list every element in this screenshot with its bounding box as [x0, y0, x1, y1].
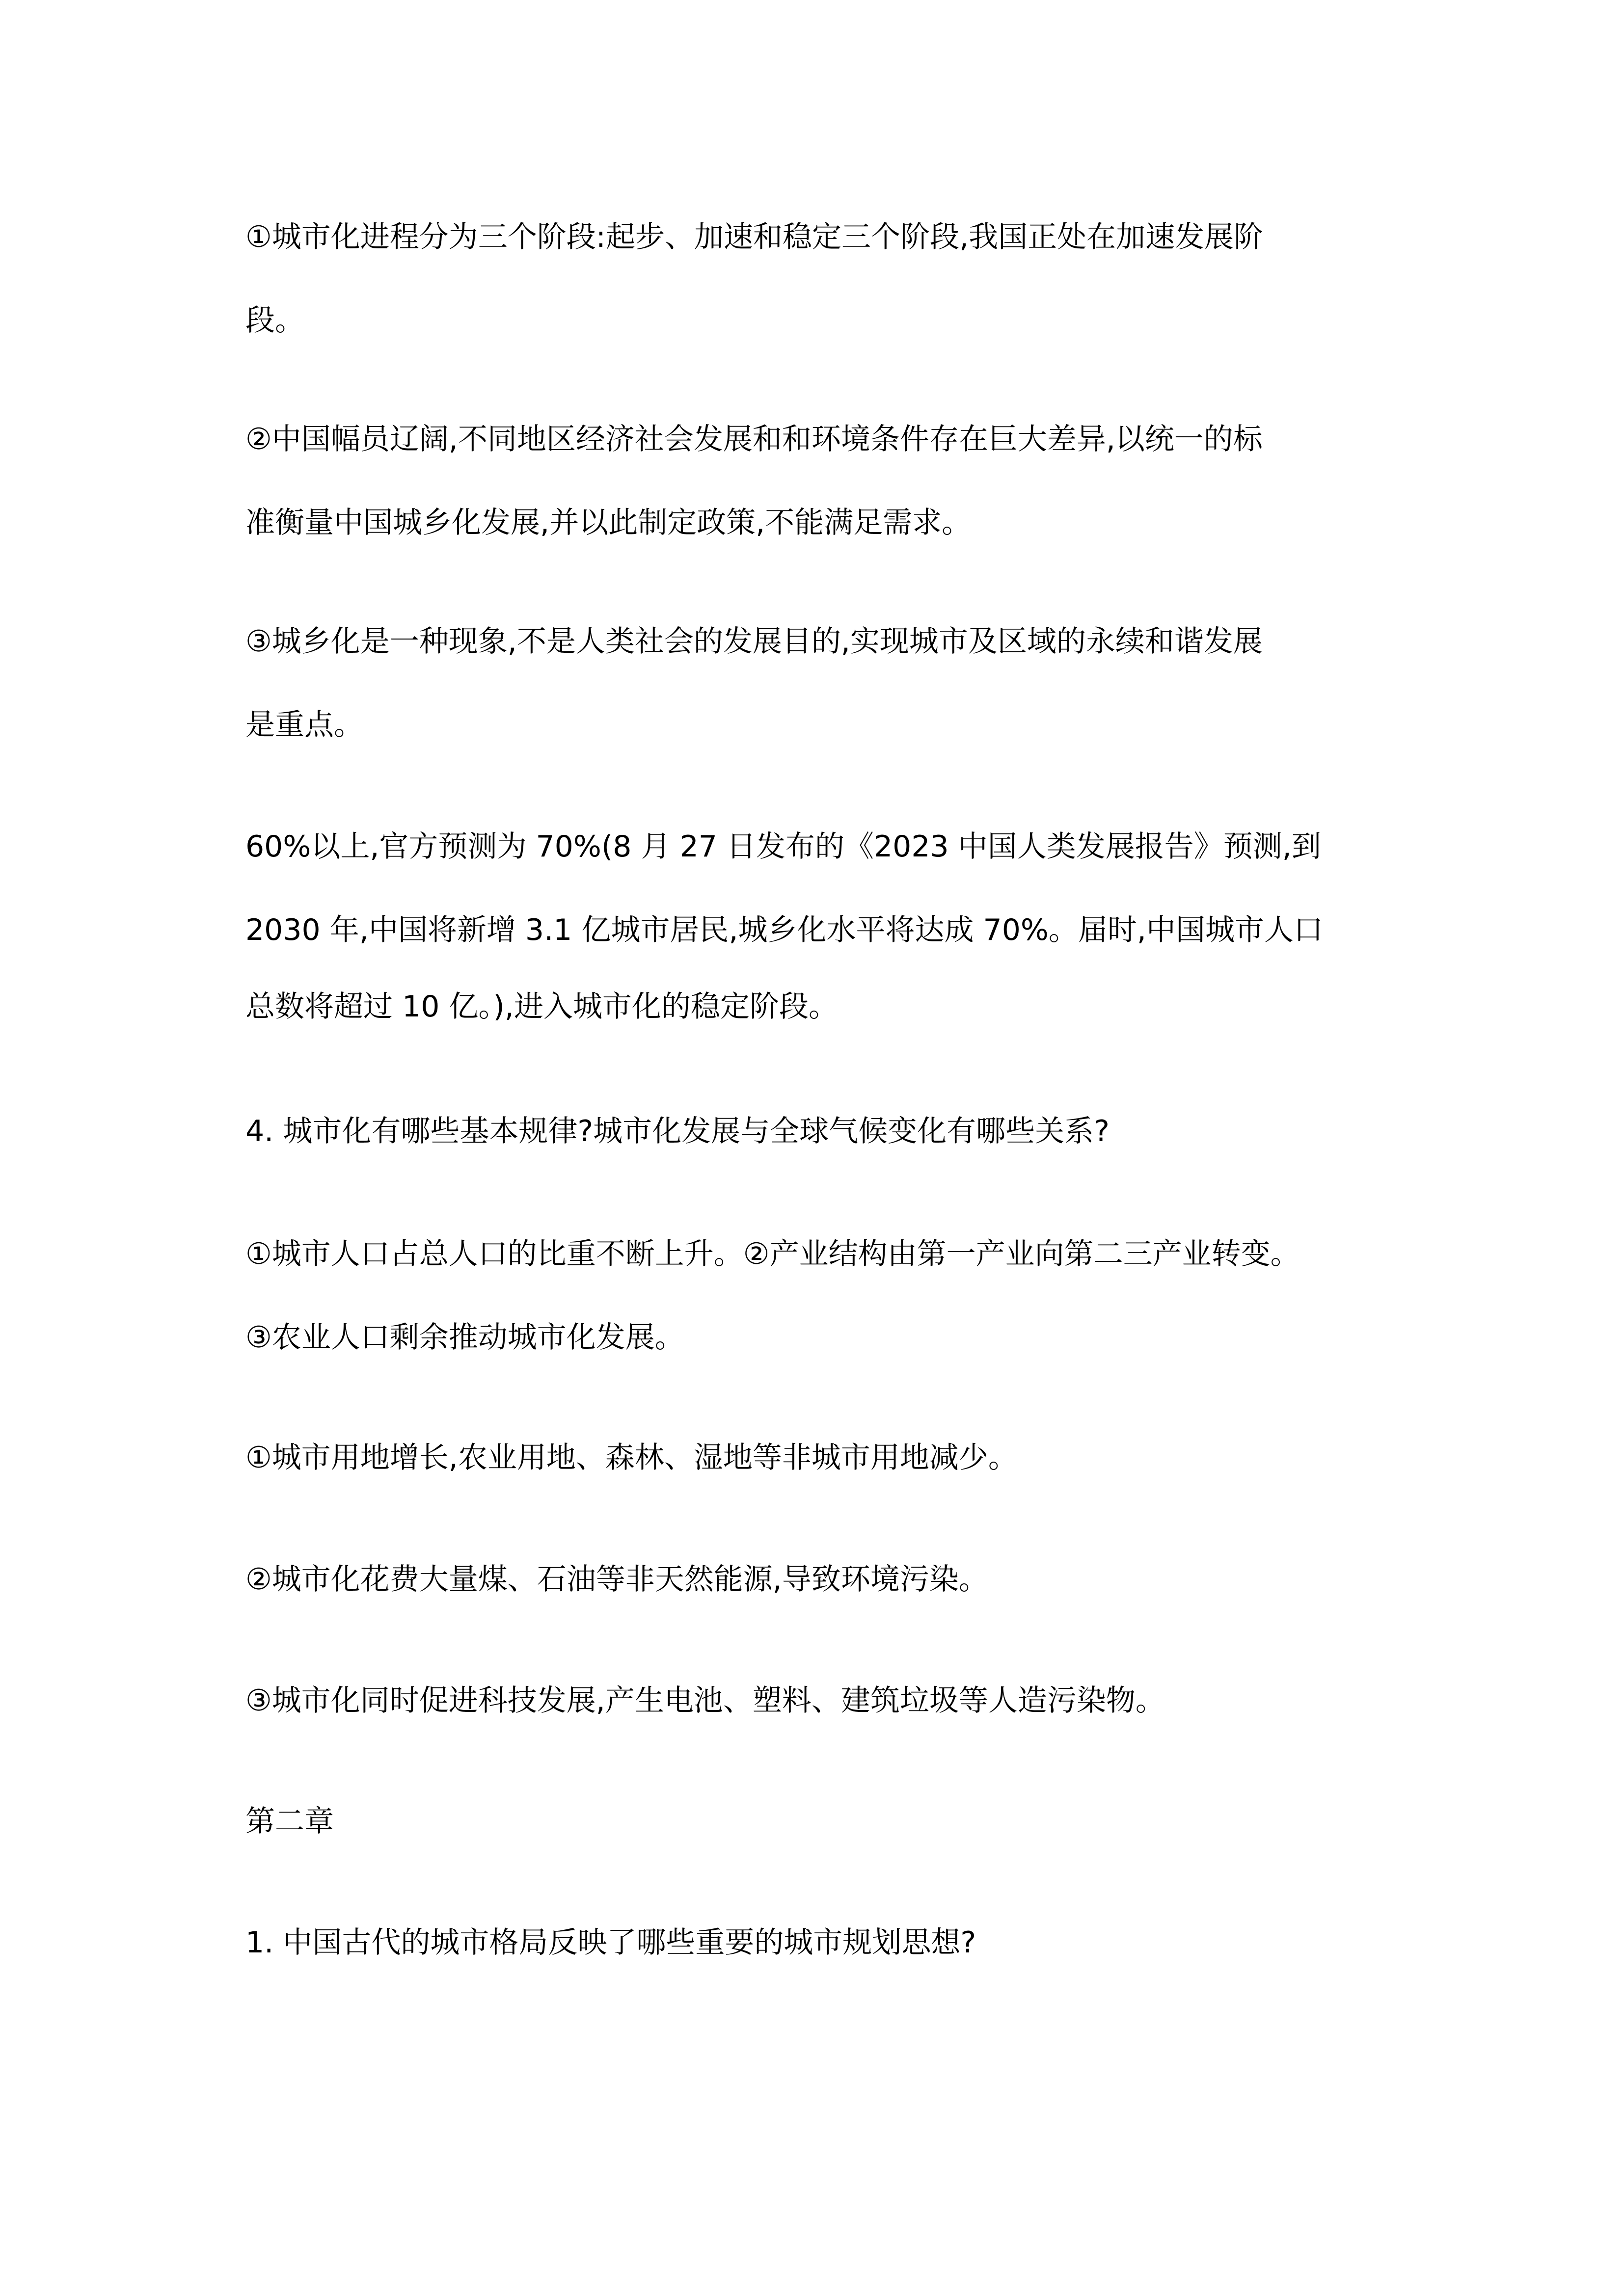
paragraph-land-use: ①城市用地增长,农业用地、森林、湿地等非城市用地减少。	[245, 1441, 1018, 1475]
paragraph-urbanization-stages-line-1: ①城市化进程分为三个阶段:起步、加速和稳定三个阶段,我国正处在加速发展阶	[245, 220, 1264, 254]
paragraph-urbanization-stages-line-2: 段。	[245, 303, 304, 338]
paragraph-forecast-line-2: 2030 年,中国将新增 3.1 亿城市居民,城乡化水平将达成 70%。届时,中国城市人口	[245, 913, 1323, 947]
paragraph-regional-differences-line-1: ②中国幅员辽阔,不同地区经济社会发展和和环境条件存在巨大差异,以统一的标	[245, 422, 1263, 456]
paragraph-urbanization-goal-line-1: ③城乡化是一种现象,不是人类社会的发展目的,实现城市及区域的永续和谐发展	[245, 624, 1263, 659]
paragraph-forecast-line-1: 60%以上,官方预测为 70%(8 月 27 日发布的《2023 中国人类发展报告》预测,到	[245, 829, 1321, 864]
paragraph-regional-differences-line-2: 准衡量中国城乡化发展,并以此制定政策,不能满足需求。	[245, 506, 972, 540]
paragraph-energy-pollution: ②城市化花费大量煤、石油等非天然能源,导致环境污染。	[245, 1562, 988, 1597]
chapter-2-heading: 第二章	[245, 1804, 334, 1839]
paragraph-basic-laws-line-2: ③农业人口剩余推动城市化发展。	[245, 1320, 684, 1355]
paragraph-forecast-line-3: 总数将超过 10 亿。),进入城市化的稳定阶段。	[245, 989, 838, 1024]
question-4-heading: 4. 城市化有哪些基本规律?城市化发展与全球气候变化有哪些关系?	[245, 1114, 1110, 1148]
paragraph-basic-laws-line-1: ①城市人口占总人口的比重不断上升。②产业结构由第一产业向第二三产业转变。	[245, 1237, 1300, 1271]
paragraph-artificial-pollutants: ③城市化同时促进科技发展,产生电池、塑料、建筑垃圾等人造污染物。	[245, 1683, 1165, 1718]
paragraph-urbanization-goal-line-2: 是重点。	[245, 708, 363, 742]
question-1-heading: 1. 中国古代的城市格局反映了哪些重要的城市规划思想?	[245, 1925, 976, 1960]
